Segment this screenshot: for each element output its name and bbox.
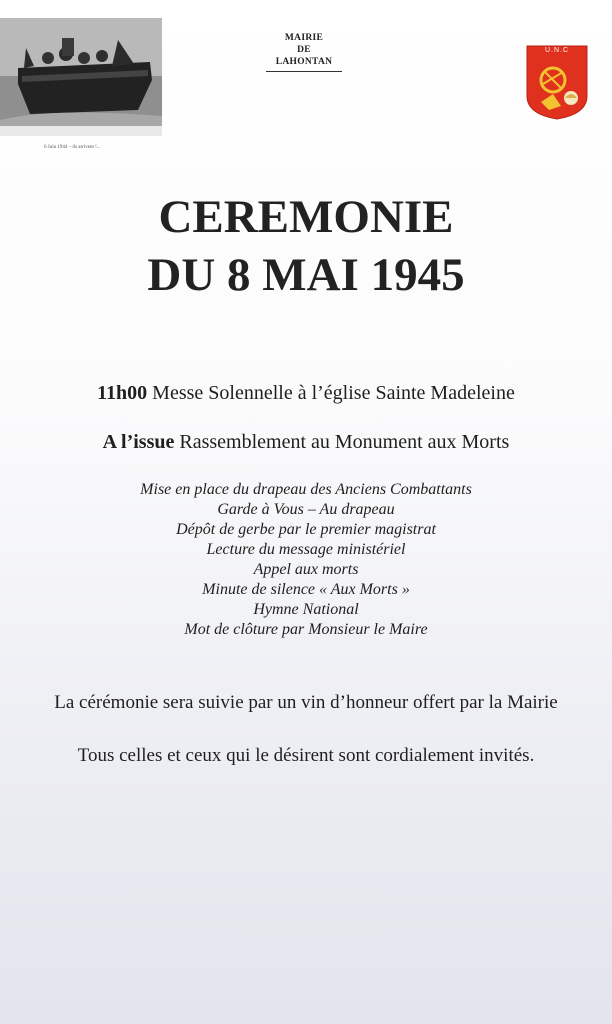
unc-emblem [525, 44, 589, 120]
program-item: Mise en place du drapeau des Anciens Combattants [140, 481, 472, 498]
landing-craft-image [0, 18, 162, 136]
landing-craft-photo [0, 18, 162, 150]
program-item: Dépôt de gerbe par le premier magistrat [176, 521, 436, 538]
program-item: Appel aux morts [253, 561, 359, 578]
mairie-line: LAHONTAN [275, 57, 333, 67]
unc-shield-icon [525, 44, 589, 120]
program-item: Lecture du message ministériel [206, 541, 406, 558]
emblem-label: U.N.C [544, 47, 570, 54]
mairie-underline [266, 71, 342, 72]
schedule-item-gathering [0, 431, 612, 454]
title-line-2: DU 8 MAI 1945 [147, 249, 465, 301]
program-item: Mot de clôture par Monsieur le Maire [184, 621, 428, 638]
schedule-time: A l’issue [102, 431, 175, 453]
schedule-text: Rassemblement au Monument aux Morts [179, 431, 510, 453]
schedule-text: Messe Solennelle à l’église Sainte Madeleine [152, 382, 515, 404]
mairie-header [246, 32, 362, 72]
invitation-note: Tous celles et ceux qui le désirent sont cordialement invités. [77, 745, 535, 766]
page-title [0, 188, 612, 304]
photo-caption: 6 Juin 1944 – ils arrivent !... [44, 145, 101, 150]
title-line-1: CEREMONIE [158, 191, 454, 243]
schedule-time: 11h00 [97, 382, 148, 404]
reception-note: La cérémonie sera suivie par un vin d’honneur offert par la Mairie [54, 692, 558, 713]
mairie-line: DE [297, 45, 311, 55]
ceremony-program [0, 480, 612, 640]
program-item: Garde à Vous – Au drapeau [217, 501, 395, 518]
mairie-line: MAIRIE [284, 33, 324, 43]
schedule-item-mass [0, 382, 612, 405]
program-item: Hymne National [253, 601, 359, 618]
program-item: Minute de silence « Aux Morts » [202, 581, 410, 598]
